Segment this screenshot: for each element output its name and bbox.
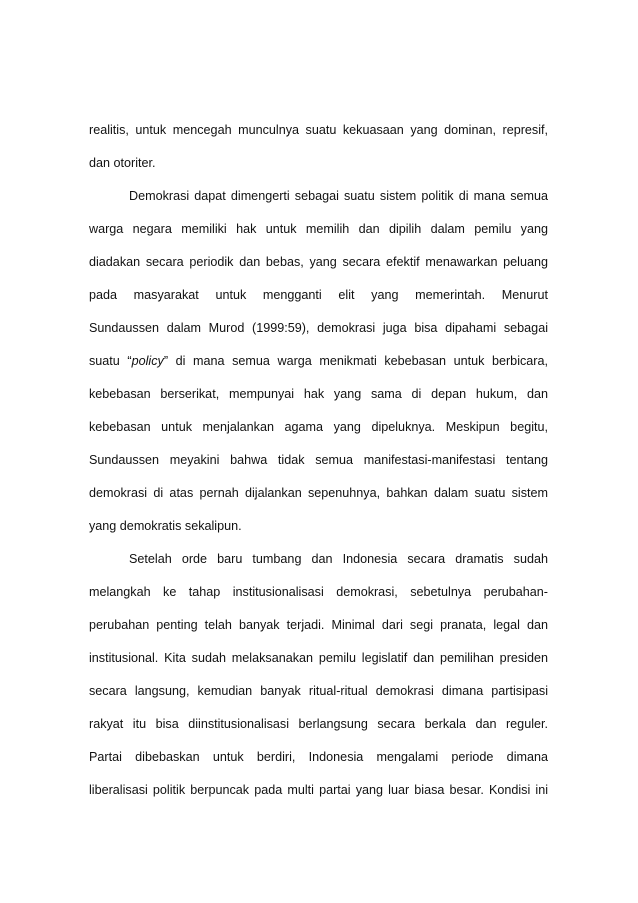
text-line: dan otoriter. — [89, 156, 156, 170]
text-line: Demokrasi dapat dimengerti sebagai suatu sistem politik di mana semua — [129, 189, 548, 203]
text-line: liberalisasi politik berpuncak pada multi partai yang luar biasa besar. Kondisi ini — [89, 783, 548, 797]
text-line: Sundaussen meyakini bahwa tidak semua manifestasi-manifestasi tentang — [89, 453, 548, 467]
italic-term: policy — [131, 354, 164, 368]
text-line: Setelah orde baru tumbang dan Indonesia secara dramatis sudah — [129, 552, 548, 566]
text-line-post: ” di mana semua warga menikmati kebebasan untuk berbicara, — [163, 354, 548, 368]
text-line: diadakan secara periodik dan bebas, yang secara efektif menawarkan peluang — [89, 255, 548, 269]
text-line: warga negara memiliki hak untuk memilih dan dipilih dalam pemilu yang — [89, 222, 548, 236]
text-line: institusional. Kita sudah melaksanakan pemilu legislatif dan pemilihan presiden — [89, 651, 548, 665]
text-line: pada masyarakat untuk mengganti elit yang memerintah. Menurut — [89, 288, 548, 302]
text-line — [89, 351, 548, 371]
text-line: perubahan penting telah banyak terjadi. Minimal dari segi pranata, legal dan — [89, 618, 548, 632]
text-line: kebebasan untuk menjalankan agama yang dipeluknya. Meskipun begitu, — [89, 420, 548, 434]
text-line: Sundaussen dalam Murod (1999:59), demokrasi juga bisa dipahami sebagai — [89, 321, 548, 335]
text-line: secara langsung, kemudian banyak ritual-ritual demokrasi dimana partisipasi — [89, 684, 548, 698]
text-line: yang demokratis sekalipun. — [89, 519, 242, 533]
text-line: kebebasan berserikat, mempunyai hak yang sama di depan hukum, dan — [89, 387, 548, 401]
text-line: demokrasi di atas pernah dijalankan sepenuhnya, bahkan dalam suatu sistem — [89, 486, 548, 500]
text-line: realitis, untuk mencegah munculnya suatu kekuasaan yang dominan, represif, — [89, 123, 548, 137]
text-line: melangkah ke tahap institusionalisasi demokrasi, sebetulnya perubahan- — [89, 585, 548, 599]
text-line-pre: suatu “ — [89, 354, 132, 368]
text-line: rakyat itu bisa diinstitusionalisasi berlangsung secara berkala dan reguler. — [89, 717, 548, 731]
text-line: Partai dibebaskan untuk berdiri, Indonesia mengalami periode dimana — [89, 750, 548, 764]
